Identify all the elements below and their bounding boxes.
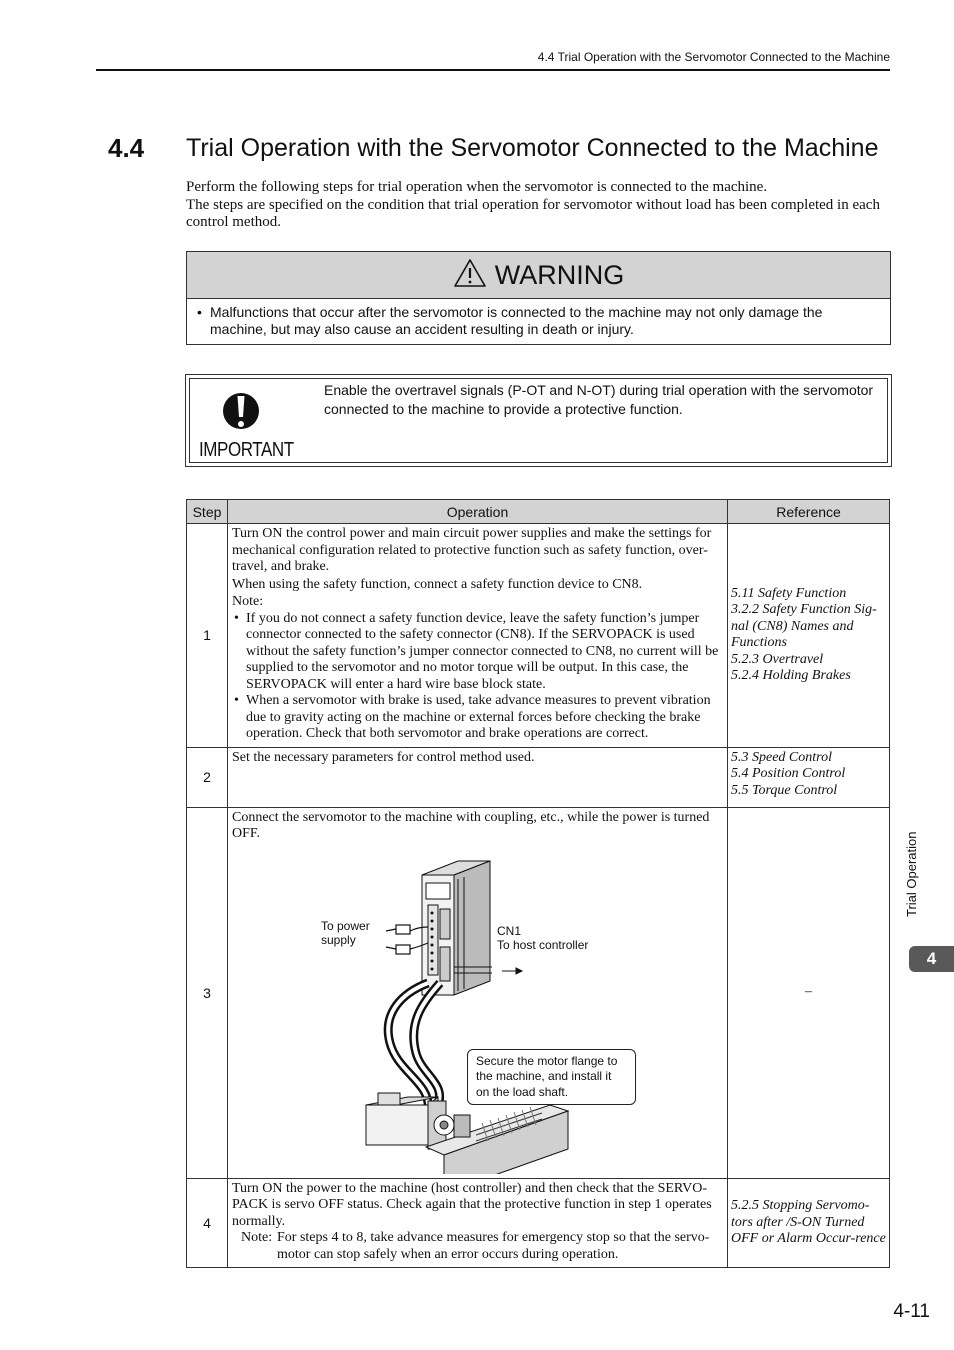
table-row [187, 524, 890, 748]
exclamation-circle-icon [223, 387, 259, 440]
intro-line-2: The steps are specified on the condition that trial operation for servomotor without load has been completed in each control method. [186, 196, 880, 230]
warning-text: Malfunctions that occur after the servomotor is connected to the machine may not only damage the machine, but may also cause an accident resulting in death or injury. [210, 304, 823, 337]
warning-triangle-icon [453, 258, 487, 293]
intro-text [186, 179, 890, 232]
important-text: Enable the overtravel signals (P-OT and N-OT) during trial operation with the servomotor connected to the machine to provide a protective function. [324, 382, 874, 417]
step4-note-text: For steps 4 to 8, take advance measures for emergency stop so that the servo-motor can stop safely when an error occurs during operation. [277, 1230, 710, 1262]
header-operation: Operation [228, 500, 728, 524]
motor-cable [388, 983, 440, 1111]
header-reference: Reference [728, 500, 890, 524]
reference-link[interactable]: 5.11 Safety Function [731, 585, 847, 601]
step1-notes [232, 611, 723, 743]
step3-text: Connect the servomotor to the machine with coupling, etc., while the power is turned OFF. [232, 809, 710, 841]
servomotor-drawing [366, 1093, 454, 1149]
reference-link[interactable]: 5.2.4 Holding Brakes [731, 668, 851, 684]
steps-table [186, 499, 890, 1268]
important-label: IMPORTANT [199, 439, 294, 461]
intro-line-1: Perform the following steps for trial operation when the servomotor is connected to the machine. [186, 179, 768, 195]
step4-note [232, 1230, 723, 1263]
running-head: 4.4 Trial Operation with the Servomotor Connected to the Machine [537, 50, 890, 64]
step-reference [728, 524, 890, 748]
step1-para1: Turn ON the control power and main circuit power supplies and make the settings for mechanical configuration related to protective function such as safety function, over-travel, and brake. [232, 526, 712, 574]
step-reference [728, 747, 890, 807]
warning-body [187, 299, 890, 337]
servo-diagram-illustration [232, 843, 728, 1174]
header-rule [96, 69, 890, 71]
step1-bullet-2: • When a servomotor with brake is used, take advance measures to prevent vibration due to gravity acting on the machine or external forces before checking the brake operation. Check that both servomotor and brake operations are correct. [232, 693, 723, 743]
power-supply-label [321, 919, 370, 947]
step-reference: – [728, 807, 890, 1178]
header-step: Step [187, 500, 228, 524]
reference-link[interactable]: 3.2.2 Safety Function Sig-nal (CN8) Names and Functions [731, 602, 877, 651]
reference-link[interactable]: 5.2.3 Overtravel [731, 651, 824, 667]
step-number: 3 [187, 807, 228, 1178]
page-number: 4-11 [893, 1301, 930, 1322]
step-operation [228, 1178, 728, 1268]
chapter-tab: 4 [909, 946, 954, 972]
step4-note-label: Note: [241, 1230, 273, 1245]
section-number: 4.4 [108, 133, 145, 163]
step-reference [728, 1178, 890, 1268]
step4-text: Turn ON the power to the machine (host controller) and then check that the SERVO-PACK is servo OFF status. Check again that the protective function in step 1 operates normally. [232, 1180, 712, 1229]
reference-link[interactable]: 5.4 Position Control [731, 766, 846, 781]
cn1-label: CN1 [497, 923, 522, 938]
host-controller-label: To host controller [497, 937, 589, 952]
reference-link[interactable]: 5.3 Speed Control [731, 749, 832, 765]
step-operation [228, 807, 728, 1178]
step-number: 1 [187, 524, 228, 748]
important-box [185, 374, 892, 467]
section-title: Trial Operation with the Servomotor Connected to the Machine [186, 134, 879, 162]
step-number: 2 [187, 747, 228, 807]
table-row [187, 1178, 890, 1268]
step-number: 4 [187, 1178, 228, 1268]
reference-link[interactable]: 5.5 Torque Control [731, 782, 838, 798]
step1-para2: When using the safety function, connect a safety function device to CN8. [232, 576, 643, 592]
table-header-row [187, 500, 890, 524]
reference-link[interactable]: 5.2.5 Stopping Servomo-tors after /S-ON Turned OFF or Alarm Occur-rence [731, 1198, 886, 1246]
warning-title: WARNING [494, 259, 625, 290]
power-label-line2: supply [321, 932, 356, 947]
servo-connection-diagram [232, 843, 723, 1174]
power-label-line1: To power [321, 918, 370, 933]
warning-box [186, 251, 891, 345]
step-operation [228, 524, 728, 748]
warning-bullet: • [197, 304, 202, 320]
table-row [187, 807, 890, 1178]
warning-header [187, 252, 890, 299]
step1-note-label: Note: [232, 594, 264, 609]
flange-callout: Secure the motor flange to the machine, and install it on the load shaft. [467, 1049, 636, 1105]
table-row [187, 747, 890, 807]
step1-bullet-1: • If you do not connect a safety function device, leave the safety function’s jumper connector connected to the safety connector (CN8). If the SERVOPACK is used without the safety function’s jumper connector connected to CN8, no current will be supplied to the servomotor and no motor torque will be output. In this case, the SERVOPACK will enter a hard wire base block state. [232, 611, 723, 694]
step-operation: Set the necessary parameters for control method used. [228, 747, 728, 807]
side-tab-label: Trial Operation [904, 831, 919, 917]
